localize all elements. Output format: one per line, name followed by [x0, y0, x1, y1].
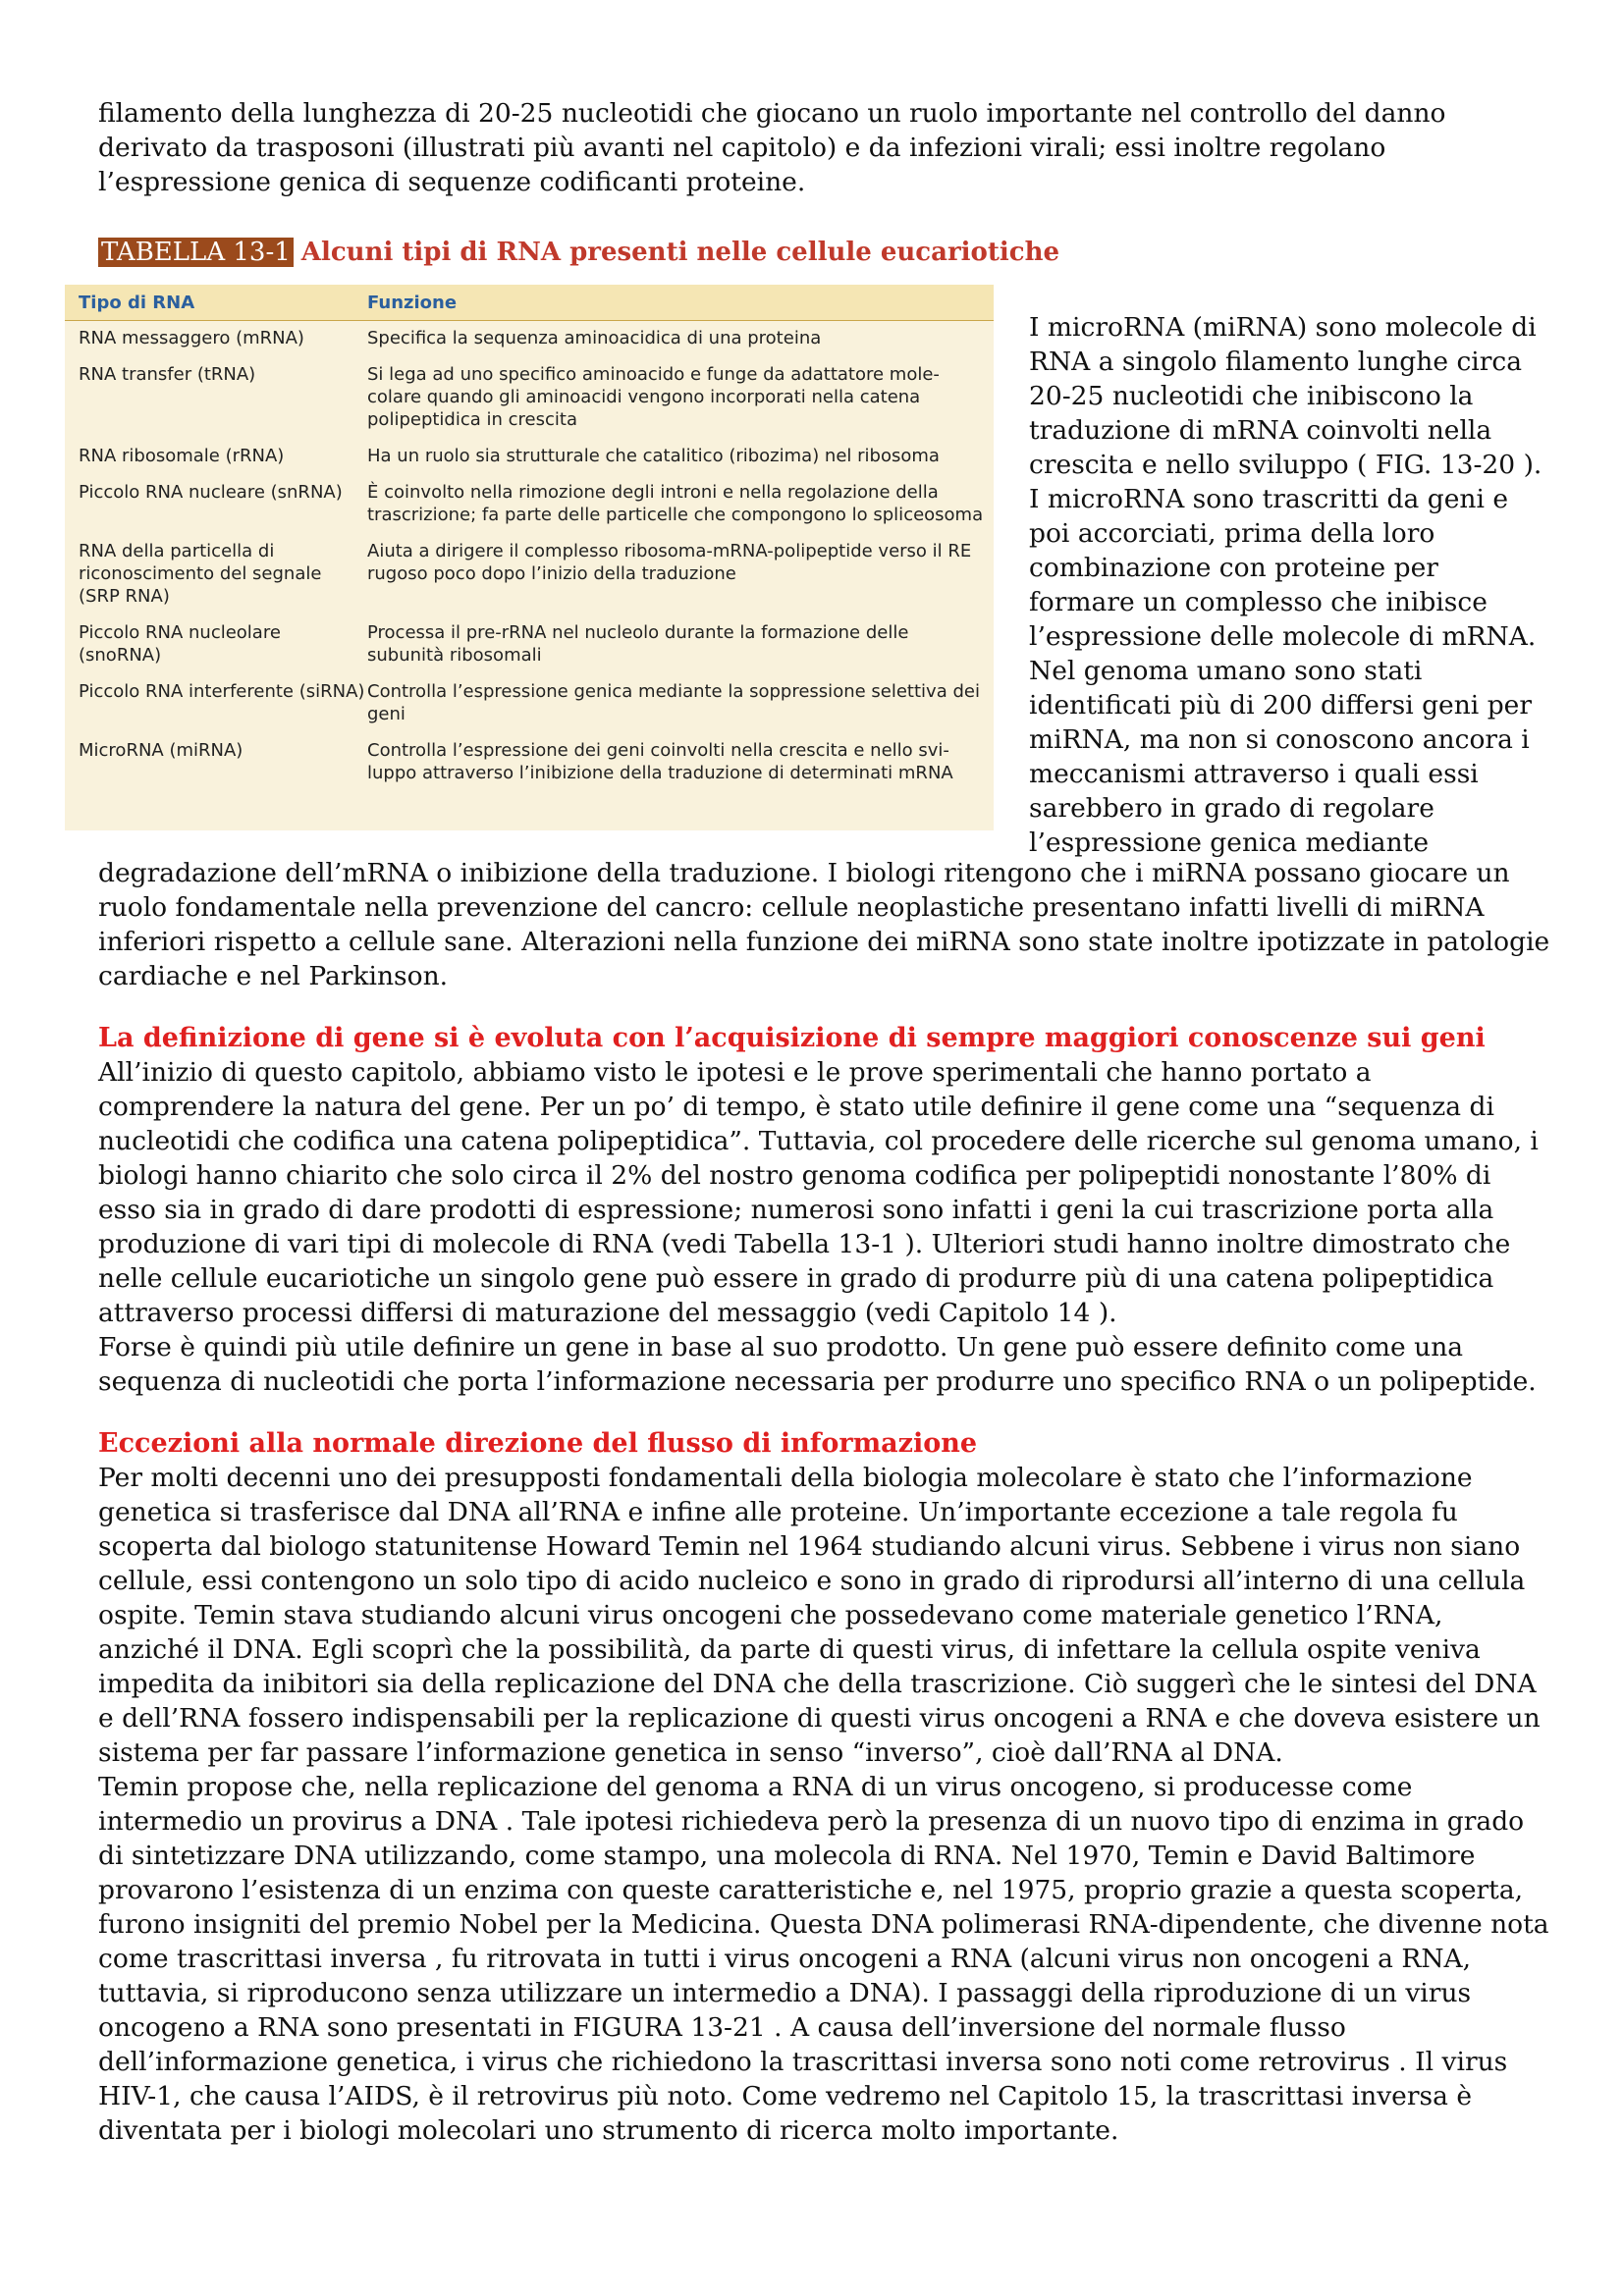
- table-row: [65, 739, 994, 784]
- table-cell-type: RNA ribosomale (rRNA): [79, 446, 285, 466]
- table-heading: Alcuni tipi di RNA presenti nelle cellule eucariotiche: [300, 238, 1060, 267]
- intro-paragraph: filamento della lunghezza di 20-25 nucleotidi che giocano un ruolo importante nel controllo del danno derivato da trasposoni (illustrati più avanti nel capitolo) e da infezioni virali; essi inoltre regolano l’espressione genica di sequenze codificanti proteine.: [98, 98, 1446, 197]
- rna-types-table: [65, 285, 994, 830]
- table-label: TABELLA 13-1: [98, 238, 294, 267]
- main-text: [98, 856, 1551, 2148]
- intro-block: [98, 96, 1551, 229]
- table-row: [65, 540, 994, 608]
- table-row: [65, 481, 994, 526]
- table-cell-function: Controlla l’espressione dei geni coinvolti nella crescita e nello svi-luppo attraverso l’inibizione della traduzione di determinati mRNA: [367, 740, 953, 783]
- table-row: [65, 363, 994, 431]
- paragraph: All’inizio di questo capitolo, abbiamo visto le ipotesi e le prove sperimentali che hanno portato a comprendere la natura del gene. Per un po’ di tempo, è stato utile definire il gene come una “sequenza di nucleotidi che codifica una catena polipeptidica”. Tuttavia, col procedere delle ricerche sul genoma umano, i biologi hanno chiarito che solo circa il 2% del nostro genoma codifica per polipeptidi nonostante l’80% di esso sia in grado di dare prodotti di espressione; numerosi sono infatti i geni la cui trascrizione porta alla produzione di vari tipi di molecole di RNA (vedi Tabella 13-1 ). Ulteriori studi hanno inoltre dimostrato che nelle cellule eucariotiche un singolo gene può essere in grado di produrre più di una catena polipeptidica attraverso processi differsi di maturazione del messaggio (vedi Capitolo 14 ).: [98, 1057, 1539, 1328]
- section-heading-gene-definition: La definizione di gene si è evoluta con l’acquisizione di sempre maggiori conoscenze sui geni: [98, 1023, 1486, 1053]
- paragraph: Temin propose che, nella replicazione del genoma a RNA di un virus oncogeno, si producesse come intermedio un provirus a DNA . Tale ipotesi richiedeva però la presenza di un nuovo tipo di enzima in grado di sintetizzare DNA utilizzando, come stampo, una molecola di RNA. Nel 1970, Temin e David Baltimore provarono l’esistenza di un enzima con queste caratteristiche e, nel 1975, proprio grazie a questa scoperta, furono insigniti del premio Nobel per la Medicina. Questa DNA polimerasi RNA-dipendente, che divenne nota come trascrittasi inversa , fu ritrovata in tutti i virus oncogeni a RNA (alcuni virus non oncogeni a RNA, tuttavia, si riproducono senza utilizzare un intermedio a DNA). I passaggi della riproduzione di un virus oncogeno a RNA sono presentati in FIGURA 13-21 . A causa dell’inversione del normale flusso dell’informazione genetica, i virus che richiedono la trascrittasi inversa sono noti come retrovirus . Il virus HIV-1, che causa l’AIDS, è il retrovirus più noto. Come vedremo nel Capitolo 15, la trascrittasi inversa è diventata per i biologi molecolari uno strumento di ricerca molto importante.: [98, 1772, 1549, 2146]
- table-cell-function: Processa il pre-rRNA nel nucleolo durante la formazione delle subunità ribosomali: [367, 622, 909, 666]
- table-row: [65, 621, 994, 667]
- mirna-paragraph: I microRNA (miRNA) sono molecole di RNA a singolo filamento lunghe circa 20-25 nucleotidi che inibiscono la traduzione di mRNA coinvolti nella crescita e nello sviluppo ( FIG. 13-20 ). I microRNA sono trascritti da geni e poi accorciati, prima della loro combinazione con proteine per formare un complesso che inibisce l’espressione delle molecole di mRNA. Nel genoma umano sono stati identificati più di 200 differsi geni per miRNA, ma non si conoscono ancora i meccanismi attraverso i quali essi sarebbero in grado di regolare l’espressione genica mediante: [1029, 312, 1542, 858]
- table-cell-type: Piccolo RNA nucleolare (snoRNA): [79, 622, 281, 666]
- table-cell-function: Aiuta a dirigere il complesso ribosoma-mRNA-polipeptide verso il RE rugoso poco dopo l’inizio della traduzione: [367, 541, 972, 584]
- table-row: [65, 445, 994, 467]
- table-title: [98, 236, 1059, 269]
- section-heading-information-flow: Eccezioni alla normale direzione del flusso di informazione: [98, 1428, 978, 1459]
- table-cell-type: Piccolo RNA interferente (siRNA): [79, 681, 365, 702]
- table-cell-type: MicroRNA (miRNA): [79, 740, 243, 761]
- table-cell-type: Piccolo RNA nucleare (snRNA): [79, 482, 343, 503]
- table-cell-function: Controlla l’espressione genica mediante la soppressione selettiva dei geni: [367, 681, 980, 724]
- table-cell-function: È coinvolto nella rimozione degli introni e nella regolazione della trascrizione; fa parte delle particelle che compongono lo spliceosoma: [367, 482, 984, 525]
- paragraph: Forse è quindi più utile definire un gene in base al suo prodotto. Un gene può essere definito come una sequenza di nucleotidi che porta l’informazione necessaria per produrre uno specifico RNA o un polipeptide.: [98, 1332, 1537, 1397]
- continuation-paragraph: degradazione dell’mRNA o inibizione della traduzione. I biologi ritengono che i miRNA possano giocare un ruolo fondamentale nella prevenzione del cancro: cellule neoplastiche presentano infatti livelli di miRNA inferiori rispetto a cellule sane. Alterazioni nella funzione dei miRNA sono state inoltre ipotizzate in patologie cardiache e nel Parkinson.: [98, 858, 1550, 991]
- table-cell-type: RNA transfer (tRNA): [79, 364, 256, 385]
- table-cell-type: RNA messaggero (mRNA): [79, 328, 304, 348]
- table-header-function: Funzione: [367, 292, 458, 313]
- table-header-type: Tipo di RNA: [79, 292, 195, 313]
- table-cell-function: Ha un ruolo sia strutturale che catalitico (ribozima) nel ribosoma: [367, 446, 940, 466]
- table-cell-function: Specifica la sequenza aminoacidica di una proteina: [367, 328, 822, 348]
- table-row: [65, 680, 994, 725]
- table-cell-type: RNA della particella di riconoscimento del segnale (SRP RNA): [79, 541, 322, 607]
- paragraph: Per molti decenni uno dei presupposti fondamentali della biologia molecolare è stato che l’informazione genetica si trasferisce dal DNA all’RNA e infine alle proteine. Un’importante eccezione a tale regola fu scoperta dal biologo statunitense Howard Temin nel 1964 studiando alcuni virus. Sebbene i virus non siano cellule, essi contengono un solo tipo di acido nucleico e sono in grado di riprodursi all’interno di una cellula ospite. Temin stava studiando alcuni virus oncogeni che possedevano come materiale genetico l’RNA, anziché il DNA. Egli scoprì che la possibilità, da parte di questi virus, di infettare la cellula ospite veniva impedita da inibitori sia della replicazione del DNA che della trascrizione. Ciò suggerì che le sintesi del DNA e dell’RNA fossero indispensabili per la replicazione di questi virus oncogeni a RNA e che doveva esistere un sistema per far passare l’informazione genetica in senso “inverso”, cioè dall’RNA al DNA.: [98, 1463, 1541, 1768]
- table-header-row: [65, 285, 994, 321]
- table-row: [65, 327, 994, 349]
- table-cell-function: Si lega ad uno specifico aminoacido e funge da adattatore mole-colare quando gli aminoacidi vengono incorporati nella catena polipeptidica in crescita: [367, 364, 940, 430]
